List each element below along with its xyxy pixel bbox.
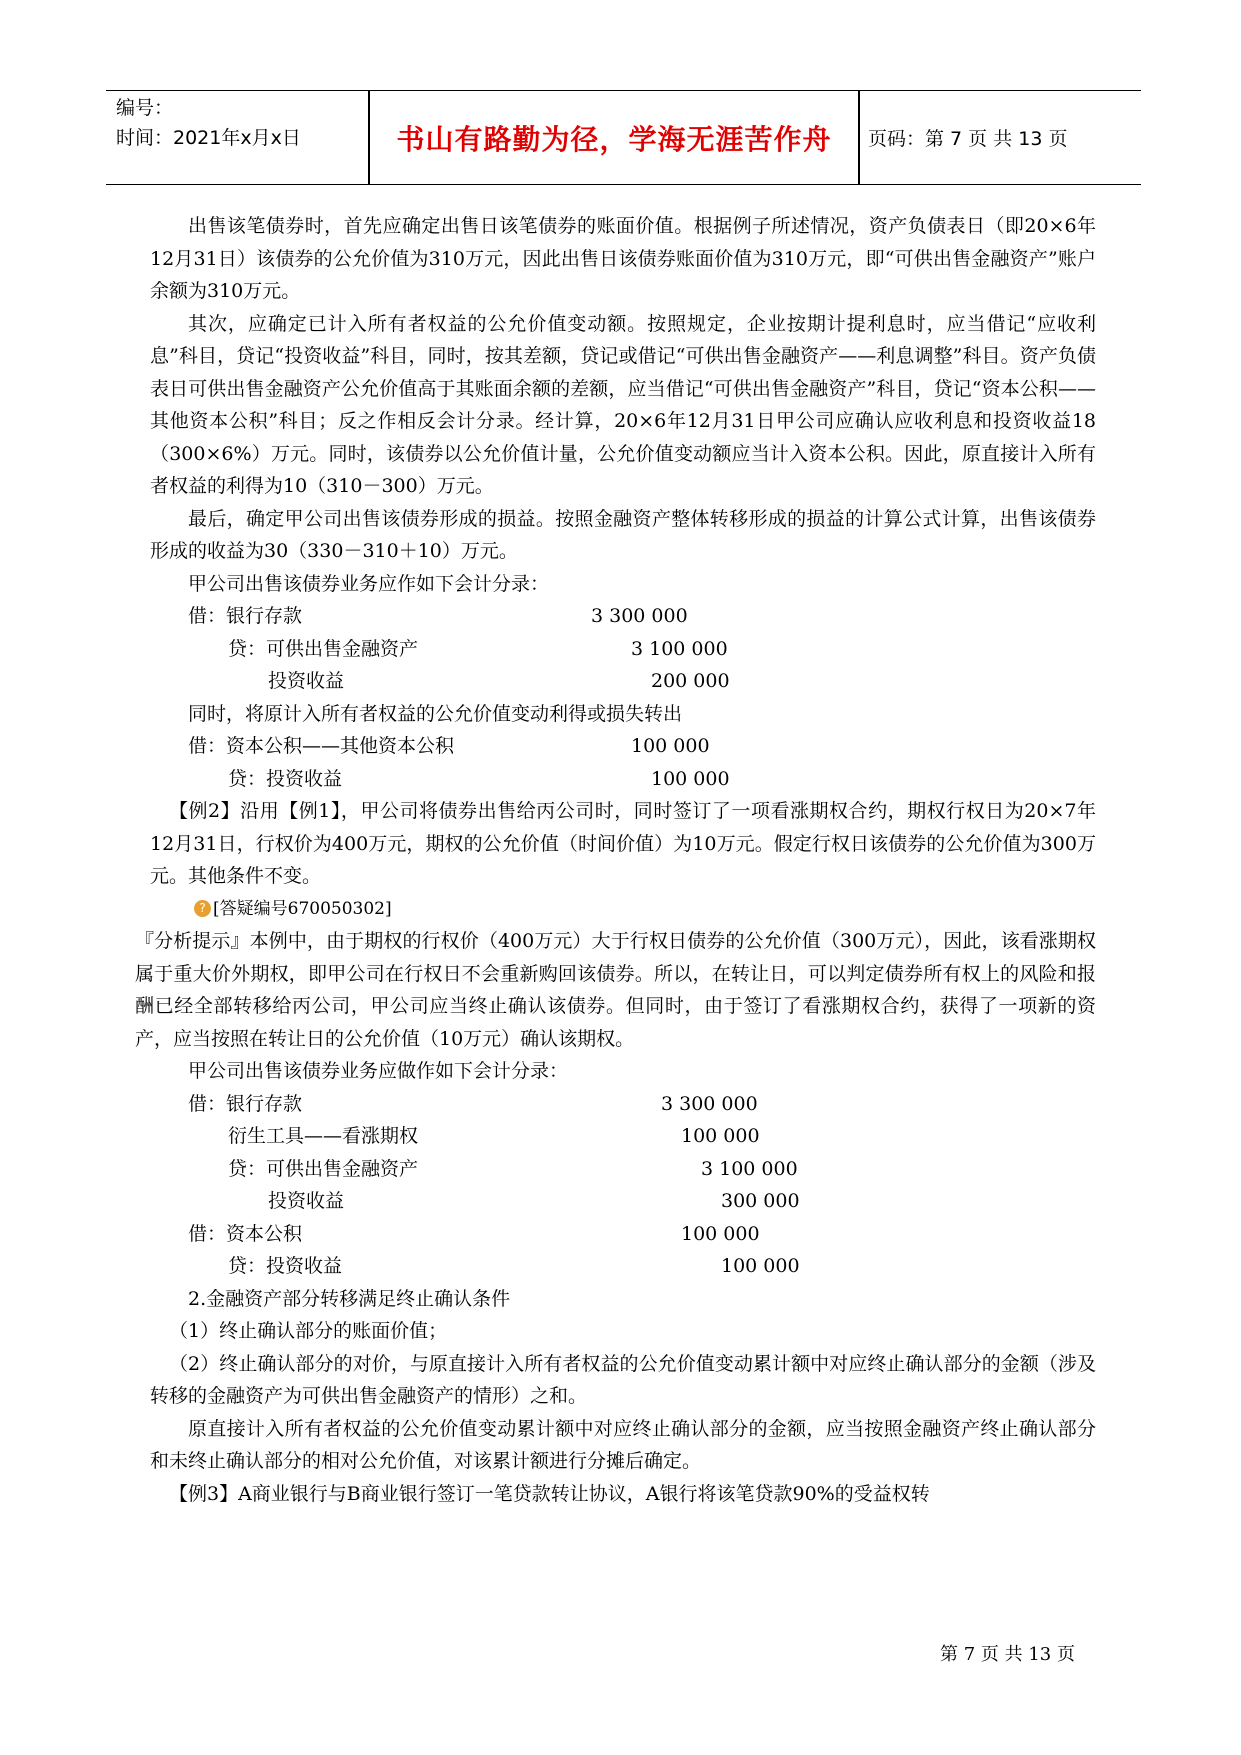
question-icon: ? (194, 900, 211, 917)
entry-amount: 3 300 000 (591, 605, 688, 627)
page-footer: 第 7 页 共 13 页 (940, 1644, 1075, 1665)
paragraph: 『分析提示』本例中，由于期权的行权价（400万元）大于行权日债券的公允价值（300万元），因此，该看涨期权属于重大价外期权，即甲公司在行权日不会重新购回该债券。所以，在转让日，可以判定债券所有权上的风险和报酬已经全部转移给丙公司，甲公司应当终止确认该债券。但同时，由于签订了看涨期权合约，获得了一项新的资产，应当按照在转让日的公允价值（10万元）确认该期权。 (135, 930, 1096, 1050)
entry-account: 投资收益 (268, 670, 345, 692)
qa-reference[interactable] (150, 893, 1096, 926)
entry-line (150, 1153, 1096, 1186)
entry-line (150, 600, 1096, 633)
paragraph: 最后，确定甲公司出售该债券形成的损益。按照金融资产整体转移形成的损益的计算公式计算，出售该债券形成的收益为30（330－310＋10）万元。 (150, 507, 1096, 562)
journal-entry (150, 1088, 1096, 1283)
entry-amount: 100 000 (681, 1125, 760, 1147)
entry-account: 借：资本公积 (188, 1222, 303, 1245)
header-page-label: 页码：第 7 页 共 13 页 (868, 128, 1068, 150)
entry-line (150, 665, 1096, 698)
paragraph: 甲公司出售该债券业务应作如下会计分录： (188, 572, 550, 595)
entry-amount: 3 300 000 (661, 1092, 758, 1115)
qa-number: [答疑编号670050302] (213, 898, 392, 919)
journal-entry (150, 730, 1096, 795)
paragraph: （1）终止确认部分的账面价值； (169, 1320, 448, 1342)
document-time-label: 时间：2021年x月x日 (116, 127, 301, 149)
paragraph: 2.金融资产部分转移满足终止确认条件 (188, 1287, 511, 1310)
paragraph: 同时，将原计入所有者权益的公允价值变动利得或损失转出 (188, 702, 683, 725)
page-header (106, 90, 1141, 185)
entry-line (150, 730, 1096, 763)
entry-account: 贷：可供出售金融资产 (228, 1157, 419, 1180)
entry-line (150, 1185, 1096, 1218)
entry-amount: 3 100 000 (701, 1157, 798, 1180)
entry-account: 贷：投资收益 (228, 767, 343, 790)
entry-amount: 100 000 (651, 767, 730, 790)
journal-entry (150, 600, 1096, 698)
entry-account: 贷：可供出售金融资产 (228, 637, 419, 660)
document-number-label: 编号： (116, 97, 174, 119)
entry-line (150, 763, 1096, 796)
entry-amount: 100 000 (631, 735, 710, 757)
entry-account: 投资收益 (268, 1190, 345, 1212)
entry-amount: 100 000 (681, 1222, 760, 1245)
paragraph: 【例2】沿用【例1】，甲公司将债券出售给丙公司时，同时签订了一项看涨期权合约，期权行权日为20×7年12月31日，行权价为400万元，期权的公允价值（时间价值）为10万元。假定行权日该债券的公允价值为300万元。其他条件不变。 (150, 800, 1096, 887)
header-divider (858, 91, 860, 184)
header-meta (116, 93, 301, 153)
document-body (135, 210, 1096, 1510)
entry-amount: 300 000 (721, 1190, 800, 1212)
entry-account: 贷：投资收益 (228, 1255, 343, 1277)
entry-account: 借：银行存款 (188, 1092, 303, 1115)
paragraph: 出售该笔债券时，首先应确定出售日该笔债券的账面价值。根据例子所述情况，资产负债表日（即20×6年12月31日）该债券的公允价值为310万元，因此出售日该债券账面价值为310万元，即“可供出售金融资产”账户余额为310万元。 (150, 215, 1096, 302)
entry-line (150, 1218, 1096, 1251)
entry-line (150, 1088, 1096, 1121)
entry-account: 衍生工具——看涨期权 (228, 1125, 419, 1147)
paragraph: 【例3】A商业银行与B商业银行签订一笔贷款转让协议，A银行将该笔贷款90%的受益权转 (169, 1482, 930, 1505)
paragraph: 原直接计入所有者权益的公允价值变动累计额中对应终止确认部分的金额，应当按照金融资产终止确认部分和未终止确认部分的相对公允价值，对该累计额进行分摊后确定。 (150, 1417, 1096, 1472)
paragraph: 甲公司出售该债券业务应做作如下会计分录： (188, 1060, 569, 1082)
entry-account: 借：银行存款 (188, 605, 303, 627)
entry-account: 借：资本公积——其他资本公积 (188, 735, 455, 757)
entry-line (150, 1250, 1096, 1283)
entry-line (150, 1120, 1096, 1153)
header-motto: 书山有路勤为径，学海无涯苦作舟 (396, 122, 832, 156)
entry-line (150, 633, 1096, 666)
paragraph: 其次，应确定已计入所有者权益的公允价值变动额。按照规定，企业按期计提利息时，应当借记“应收利息”科目，贷记“投资收益”科目，同时，按其差额，贷记或借记“可供出售金融资产——利息调整”科目。资产负债表日可供出售金融资产公允价值高于其账面余额的差额，应当借记“可供出售金融资产”科目，贷记“资本公积——其他资本公积”科目；反之作相反会计分录。经计算，20×6年12月31日甲公司应确认应收利息和投资收益18（300×6%）万元。同时，该债券以公允价值计量，公允价值变动额应当计入资本公积。因此，原直接计入所有者权益的利得为10（310－300）万元。 (150, 312, 1096, 497)
entry-amount: 3 100 000 (631, 637, 728, 660)
entry-amount: 100 000 (721, 1255, 800, 1277)
paragraph: （2）终止确认部分的对价，与原直接计入所有者权益的公允价值变动累计额中对应终止确认部分的金额（涉及转移的金融资产为可供出售金融资产的情形）之和。 (150, 1352, 1096, 1407)
entry-amount: 200 000 (651, 670, 730, 692)
